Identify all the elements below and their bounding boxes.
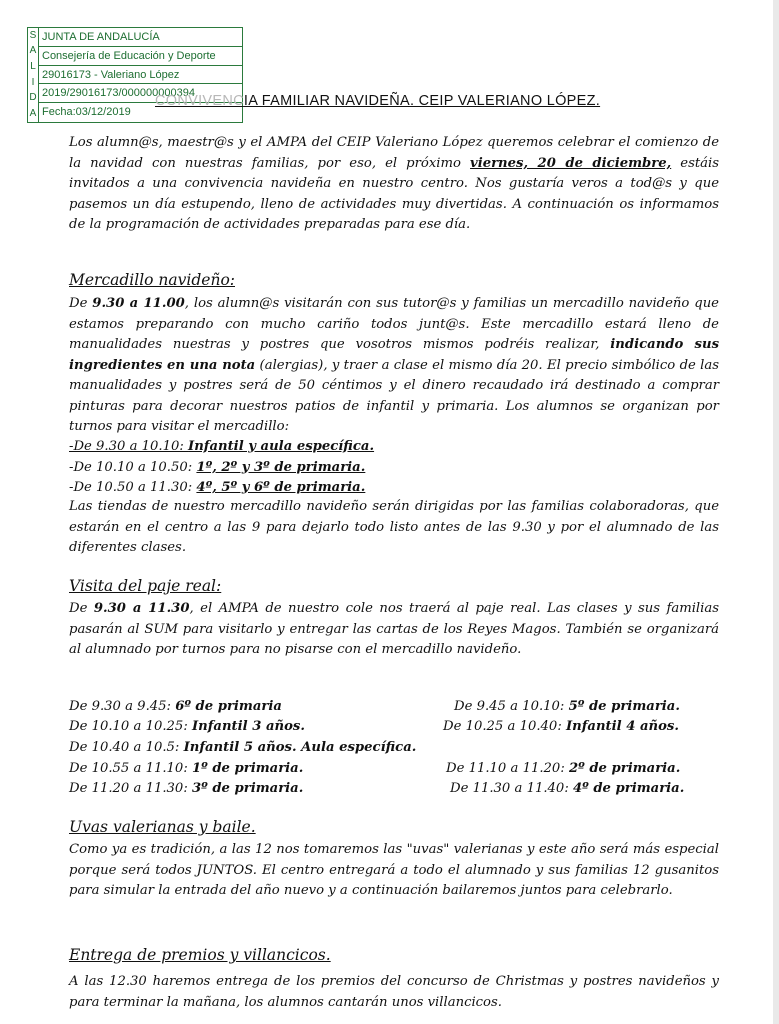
stamp-row-date: Fecha:03/12/2019 [42, 106, 131, 119]
turn-line [69, 437, 719, 458]
schedule-item [69, 738, 416, 759]
stamp-side-letter: S [29, 29, 37, 41]
turn-time: -De 10.50 a 11.30: [69, 480, 197, 495]
page-edge [773, 0, 779, 1024]
stamp-side-label [28, 28, 39, 122]
mercadillo-time: 9.30 a 11.00 [92, 296, 185, 311]
schedule-group: Infantil 5 años. Aula específica. [183, 740, 417, 755]
schedule-time: De 10.55 a 11.10: [69, 761, 192, 776]
schedule-time: De 10.40 a 10.5: [69, 740, 184, 755]
premios-paragraph: A las 12.30 haremos entrega de los premios del concurso de Christmas y postres navideños y para terminar la mañana, los alumnos cantarán unos villancicos. [69, 974, 719, 1010]
section-heading-premios: Entrega de premios y villancicos. [69, 946, 331, 964]
schedule-group: 6º de primaria [175, 699, 282, 714]
section-heading-uvas: Uvas valerianas y baile. [69, 818, 256, 836]
stamp-side-letter: A [29, 108, 37, 120]
schedule-time: De 11.10 a 11.20: [446, 761, 569, 776]
uvas-paragraph: Como ya es tradición, a las 12 nos tomaremos las "uvas" valerianas y este año será más especial porque será todos JUNTOS. El centro entregará a todo el alumnado y sus familias 12 gusanitos para simular la entrada del año nuevo y a continuación bailaremos juntos para celebrarlo. [69, 842, 719, 898]
event-date: viernes, 20 de diciembre, [470, 155, 672, 171]
mercadillo-text: De [69, 296, 93, 311]
stamp-side-letter: L [30, 61, 36, 73]
schedule-item [69, 759, 303, 780]
section-heading-paje: Visita del paje real: [69, 577, 222, 595]
schedule-group: 2º de primaria. [568, 761, 681, 776]
intro-paragraph [69, 133, 719, 236]
mercadillo-paragraph-2: Las tiendas de nuestro mercadillo navideño serán dirigidas por las familias colaboradoras, que estarán en el centro a las 9 para dejarlo todo listo antes de las 9.30 y por el alumnado de las diferentes clases. [69, 499, 719, 555]
schedule-time: De 10.25 a 10.40: [443, 719, 566, 734]
turn-time: -De 9.30 a 10.10: [69, 439, 189, 454]
schedule-time: De 11.30 a 11.40: [450, 781, 573, 796]
stamp-row-registry-number: 2019/29016173/000000000394 [39, 84, 242, 103]
paje-text: De [69, 601, 94, 616]
schedule-group: Infantil 4 años. [565, 719, 679, 734]
mercadillo-ingredients-note: indicando sus ingredientes en una nota [69, 337, 719, 373]
section-heading-mercadillo: Mercadillo navideño: [69, 271, 235, 289]
schedule-group: 3º de primaria. [191, 781, 304, 796]
schedule-time: De 11.20 a 11.30: [69, 781, 192, 796]
schedule-group: 4º de primaria. [572, 781, 685, 796]
schedule-group: Infantil 3 años. [191, 719, 305, 734]
schedule-time: De 9.30 a 9.45: [69, 699, 176, 714]
mercadillo-text: , los alumn@s visitarán con sus tutor@s y familias un mercadillo navideño que estamos preparando con mucho cariño todos junt@s. Este mercadillo estará lleno de manualidades nuestras y postres que vosotros mismos podréis realizar, [69, 296, 719, 352]
schedule-item [454, 697, 680, 718]
schedule-item [450, 779, 684, 800]
schedule-item [446, 759, 680, 780]
document-title [155, 93, 675, 109]
stamp-row-school: 29016173 - Valeriano López [39, 66, 242, 85]
schedule-group: 5º de primaria. [568, 699, 680, 714]
stamp-row-authority: JUNTA DE ANDALUCÍA [39, 28, 242, 47]
title-main-part: IA FAMILIAR NAVIDEÑA. CEIP VALERIANO LÓPEZ. [243, 93, 601, 109]
mercadillo-turns [69, 437, 719, 499]
paje-text: , el AMPA de nuestro cole nos traerá al paje real. Las clases y sus familias pasarán al SUM para visitarlo y entregar las cartas de los Reyes Magos. También se organizará al alumnado por turnos para no pisarse con el mercadillo navideño. [69, 601, 719, 657]
intro-text: Los alumn@s, maestr@s y el AMPA del CEIP Valeriano López queremos celebrar el comienzo de la navidad con nuestras familias, por eso, el próximo [69, 135, 719, 171]
stamp-side-letter: D [29, 92, 37, 104]
stamp-side-letter: I [31, 76, 35, 88]
turn-time: -De 10.10 a 10.50: [69, 459, 197, 475]
schedule-item [69, 779, 303, 800]
turn-line [69, 478, 719, 499]
schedule-item [69, 697, 282, 718]
mercadillo-paragraph [69, 294, 719, 438]
turn-line [69, 458, 719, 479]
schedule-group: 1º de primaria. [191, 761, 304, 776]
turn-group: Infantil y aula específica. [188, 439, 375, 454]
schedule-item [443, 717, 679, 738]
paje-time: 9.30 a 11.30 [93, 601, 190, 616]
stamp-row-department: Consejería de Educación y Deporte [39, 47, 242, 66]
stamp-side-letter: A [29, 45, 37, 57]
schedule-time: De 9.45 a 10.10: [454, 699, 569, 714]
turn-group: 4º, 5º y 6º de primaria. [196, 480, 366, 495]
schedule-time: De 10.10 a 10.25: [69, 719, 192, 734]
paje-paragraph [69, 599, 719, 661]
intro-text-end: estáis invitados a una convivencia navideña en nuestro centro. Nos gustaría veros a tod@s y que pasemos un día estupendo, lleno de actividades muy divertidas. A continuación os informamos de la programación de actividades preparadas para ese día. [69, 155, 719, 232]
mercadillo-text: (alergias), y traer a clase el mismo día 20. El precio simbólico de las manualidades y postres será de 50 céntimos y el dinero recaudado irá destinado a comprar pinturas para decorar nuestros patios de infantil y primaria. Los alumnos se organizan por turnos para visitar el mercadillo: [69, 357, 720, 434]
title-faded-part: CONVIVENC [155, 93, 244, 109]
schedule-item [69, 717, 305, 738]
turn-group: 1º, 2º y 3º de primaria. [196, 459, 366, 475]
